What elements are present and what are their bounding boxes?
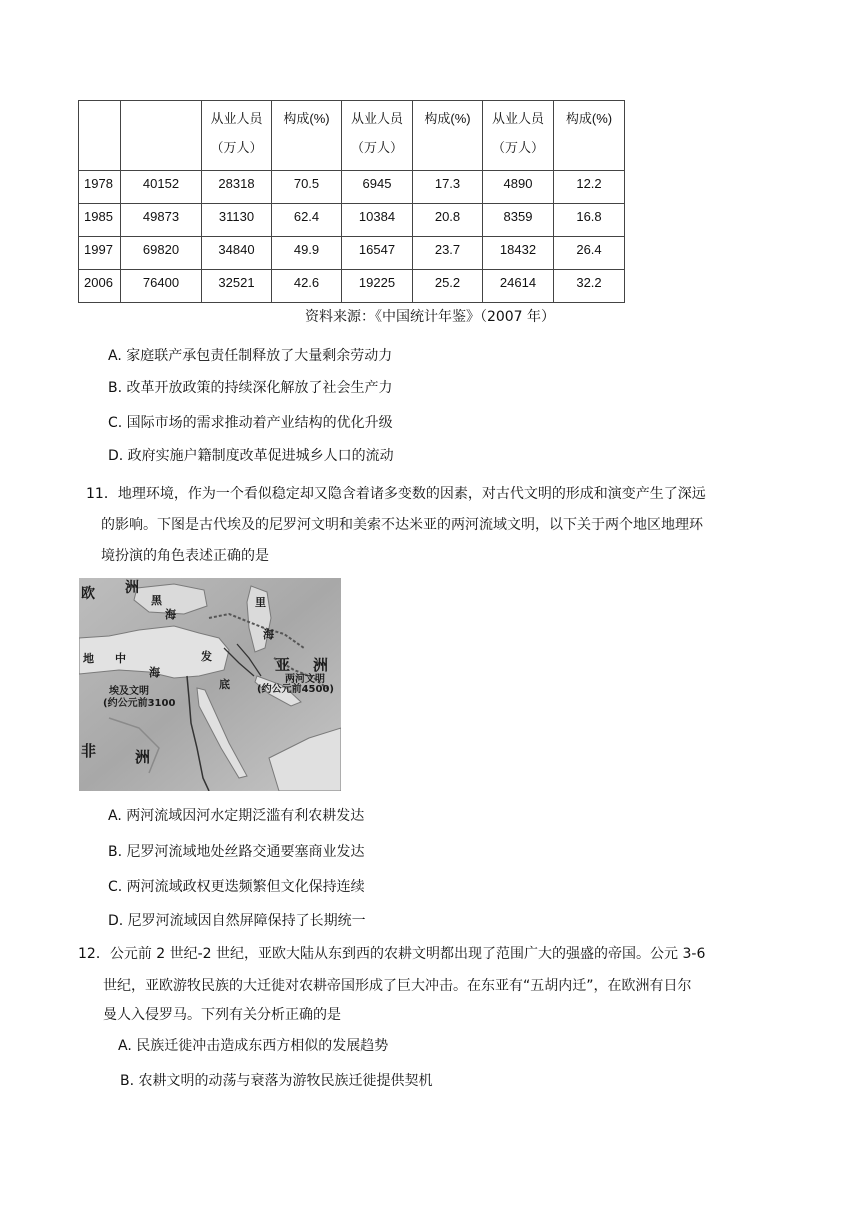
table-cell: 17.3 bbox=[413, 171, 483, 204]
q10-option-c: C. 国际市场的需求推动着产业结构的优化升级 bbox=[108, 415, 393, 431]
map-label-egypt: 埃及文明 bbox=[109, 686, 149, 697]
table-cell: 25.2 bbox=[413, 270, 483, 303]
map-label-euphrates: 发 bbox=[201, 650, 212, 663]
table-cell: 1978 bbox=[79, 171, 121, 204]
table-cell: 24614 bbox=[483, 270, 554, 303]
table-cell: 49.9 bbox=[272, 237, 342, 270]
employment-table bbox=[78, 100, 625, 303]
q11-stem-line: 境扮演的角色表述正确的是 bbox=[101, 548, 269, 564]
map-label-mesopotamia: 两河文明 bbox=[285, 674, 325, 685]
table-cell: 10384 bbox=[342, 204, 413, 237]
table-row bbox=[79, 204, 625, 237]
map-label-europe-2: 洲 bbox=[125, 580, 139, 596]
q12-stem-line: 世纪，亚欧游牧民族的大迁徙对农耕帝国形成了巨大冲击。在东亚有“五胡内迁”，在欧洲有日尔 bbox=[103, 978, 692, 994]
table-source-note: 资料来源：《中国统计年鉴》（2007 年） bbox=[304, 309, 556, 325]
table-header-cell bbox=[121, 101, 202, 171]
table-header-cell bbox=[79, 101, 121, 171]
q11-option-b: B. 尼罗河流域地处丝路交通要塞商业发达 bbox=[108, 844, 365, 860]
table-cell: 1997 bbox=[79, 237, 121, 270]
table-cell: 40152 bbox=[121, 171, 202, 204]
q11-stem-line: 11．地理环境，作为一个看似稳定却又隐含着诸多变数的因素，对古代文明的形成和演变产生了深远 bbox=[86, 486, 706, 502]
table-header-cell: 构成(%) bbox=[554, 101, 625, 171]
table-cell: 12.2 bbox=[554, 171, 625, 204]
table-cell: 18432 bbox=[483, 237, 554, 270]
table-cell: 62.4 bbox=[272, 204, 342, 237]
table-cell: 26.4 bbox=[554, 237, 625, 270]
table-cell: 23.7 bbox=[413, 237, 483, 270]
table-cell: 31130 bbox=[202, 204, 272, 237]
map-label-africa-1: 非 bbox=[81, 742, 97, 760]
table-cell: 20.8 bbox=[413, 204, 483, 237]
map-label-africa-2: 洲 bbox=[135, 748, 151, 766]
table-header-row bbox=[79, 101, 625, 171]
table-cell: 28318 bbox=[202, 171, 272, 204]
table-cell: 34840 bbox=[202, 237, 272, 270]
table-cell: 8359 bbox=[483, 204, 554, 237]
table-header-cell: 从业人员（万人） bbox=[483, 101, 554, 171]
table-cell: 32521 bbox=[202, 270, 272, 303]
table-cell: 4890 bbox=[483, 171, 554, 204]
q12-stem-line: 曼人入侵罗马。下列有关分析正确的是 bbox=[103, 1007, 341, 1023]
map-label-asia-2: 洲 bbox=[313, 656, 329, 674]
q11-option-c: C. 两河流域政权更迭频繁但文化保持连续 bbox=[108, 879, 365, 895]
ancient-civilizations-map bbox=[79, 578, 341, 791]
q11-option-d: D. 尼罗河流域因自然屏障保持了长期统一 bbox=[108, 913, 366, 929]
table-cell: 42.6 bbox=[272, 270, 342, 303]
q12-option-b: B. 农耕文明的动荡与衰落为游牧民族迁徙提供契机 bbox=[120, 1073, 433, 1089]
table-cell: 69820 bbox=[121, 237, 202, 270]
q10-option-d: D. 政府实施户籍制度改革促进城乡人口的流动 bbox=[108, 448, 394, 464]
map-label-caspian-2: 海 bbox=[263, 628, 274, 641]
q10-option-a: A. 家庭联产承包责任制释放了大量剩余劳动力 bbox=[108, 348, 393, 364]
q11-option-a: A. 两河流域因河水定期泛滥有利农耕发达 bbox=[108, 808, 365, 824]
table-header-cell: 构成(%) bbox=[413, 101, 483, 171]
table-row bbox=[79, 171, 625, 204]
table-cell: 76400 bbox=[121, 270, 202, 303]
table-header-cell: 从业人员（万人） bbox=[342, 101, 413, 171]
table-cell: 16547 bbox=[342, 237, 413, 270]
table-cell: 70.5 bbox=[272, 171, 342, 204]
map-label-egypt-date: (约公元前3100 bbox=[103, 698, 176, 709]
map-label-black-sea-2: 海 bbox=[165, 608, 176, 621]
table-row bbox=[79, 237, 625, 270]
map-label-caspian-1: 里 bbox=[255, 596, 266, 609]
map-label-mediterranean-2: 中 bbox=[115, 652, 126, 665]
q11-stem-line: 的影响。下图是古代埃及的尼罗河文明和美索不达米亚的两河流域文明，以下关于两个地区地理环 bbox=[101, 517, 703, 533]
table-cell: 16.8 bbox=[554, 204, 625, 237]
table-cell: 2006 bbox=[79, 270, 121, 303]
q10-option-b: B. 改革开放政策的持续深化解放了社会生产力 bbox=[108, 380, 393, 396]
table-cell: 1985 bbox=[79, 204, 121, 237]
q12-stem-line: 12．公元前 2 世纪-2 世纪，亚欧大陆从东到西的农耕文明都出现了范围广大的强盛的帝国。公元 3-6 bbox=[78, 946, 706, 962]
q12-option-a: A. 民族迁徙冲击造成东西方相似的发展趋势 bbox=[118, 1038, 389, 1054]
table-cell: 32.2 bbox=[554, 270, 625, 303]
table-header-cell: 从业人员（万人） bbox=[202, 101, 272, 171]
map-label-mesopotamia-date: (约公元前4500) bbox=[257, 684, 334, 695]
map-label-black-sea-1: 黑 bbox=[151, 594, 162, 607]
map-label-mediterranean-3: 海 bbox=[149, 666, 160, 679]
table-header-cell: 构成(%) bbox=[272, 101, 342, 171]
table-cell: 19225 bbox=[342, 270, 413, 303]
map-label-asia-1: 亚 bbox=[275, 656, 291, 674]
map-label-mediterranean-1: 地 bbox=[83, 652, 94, 665]
table-cell: 6945 bbox=[342, 171, 413, 204]
table-row bbox=[79, 270, 625, 303]
map-label-tigris: 底 bbox=[219, 678, 230, 691]
map-label-europe-1: 欧 bbox=[81, 586, 95, 602]
table-cell: 49873 bbox=[121, 204, 202, 237]
